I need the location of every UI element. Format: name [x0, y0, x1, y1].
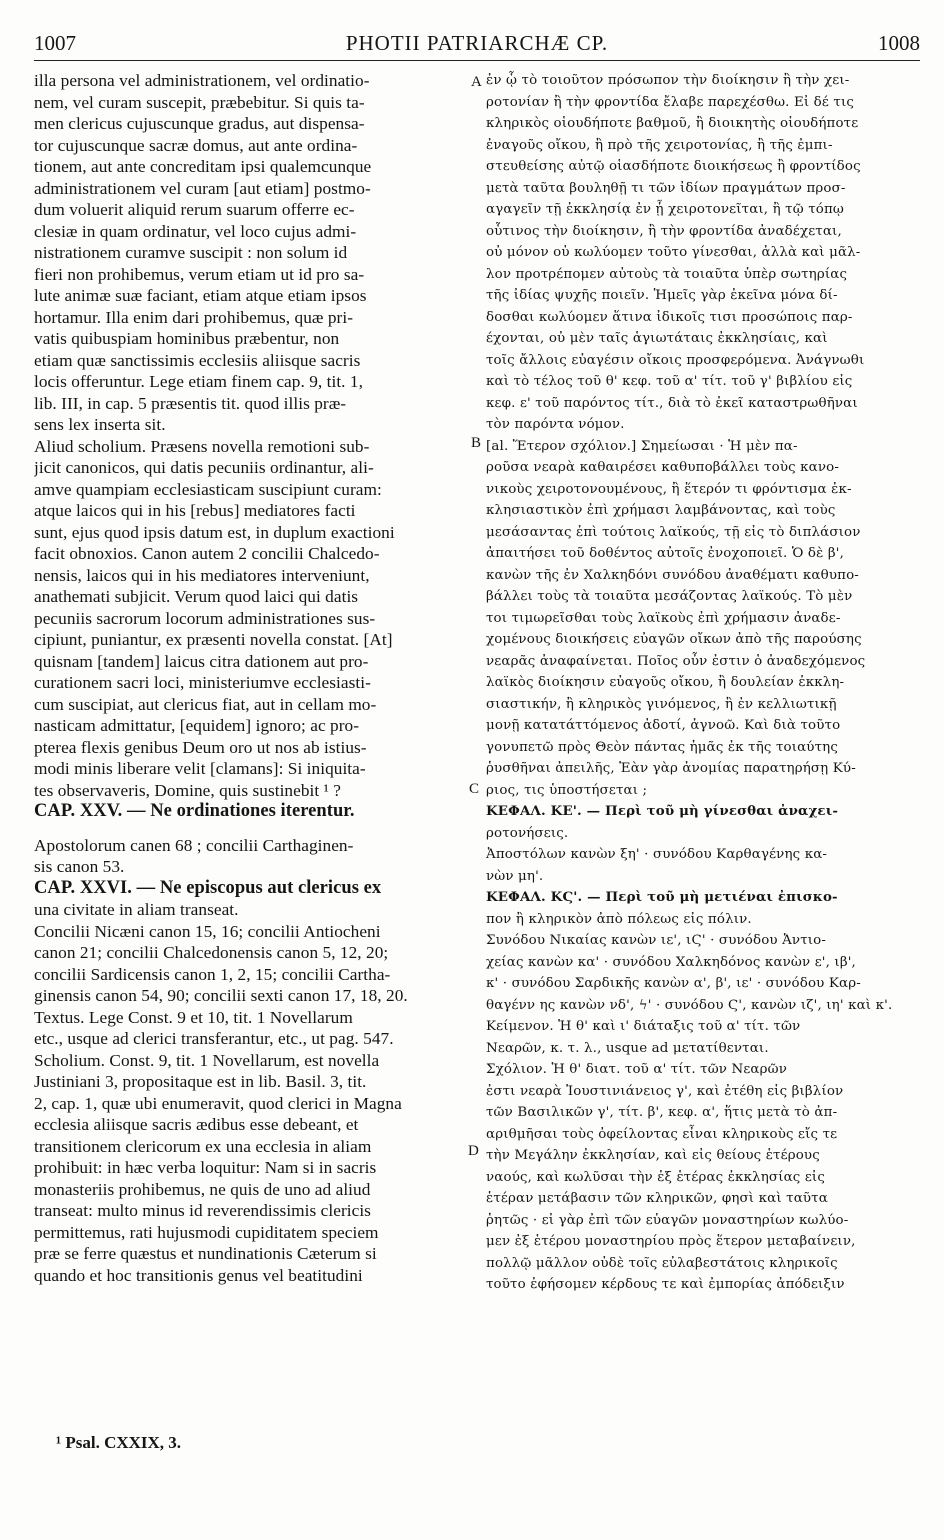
text-line: λαϊκὸς διοίκησιν εὐαγοῦς οἴκου, ἢ δουλείαν ἐκκλη- [486, 675, 845, 690]
text-line: vatis quibuspiam hominibus præbentur, non [34, 329, 340, 348]
text-line: atque laicos qui in his [rebus] mediatores facti [34, 501, 356, 520]
text-line: ἐναγοῦς οἴκου, ἢ πρὸ τῆς χειροτονίας, ἢ τῆς ἐμπι- [486, 137, 833, 153]
text-line: νεαρᾶς ἀναφαίνεται. Ποῖος οὖν ἐστιν ὁ ἀναδεχόμενος [486, 653, 866, 669]
text-line: ροτονήσεις. [486, 825, 569, 841]
text-line: Concilii Nicæni canon 15, 16; concilii Antiocheni [34, 921, 381, 941]
text-line: cipiunt, puniantur, ex præsenti novella constat. [At] [34, 630, 393, 649]
text-line: τοῖς ἄλλοις εὐαγέσιν οἴκοις προσφερόμενα. Ἀνάγνωθι [486, 352, 865, 368]
text-line: νὼν μη'. [486, 868, 544, 884]
text-line: οὗτινος τὴν διοίκησιν, ἢ τὴν φροντίδα ἀναδέχεται, [486, 223, 842, 239]
text-line: facit obnoxios. Canon autem 2 concilii Chalcedo- [34, 544, 380, 563]
text-line: clesiæ in quam ordinatur, vel loco cujus admi- [34, 221, 357, 241]
text-line: πολλῷ μᾶλλον οὐδὲ τοῖς εὐλαβεστάτοις κληρικοῖς [486, 1255, 838, 1271]
text-line: αριθμῆσαι τοὺς ὀφείλοντας εἶναι κληρικοὺς εἴς τε [486, 1126, 838, 1142]
text-line: κληρικὸς οἱουδήποτε βαθμοῦ, ἢ διοικητὴς οἱουδήποτε [486, 116, 859, 131]
text-line: λον προτρέπομεν αὐτοὺς τὰ τοιαῦτα ὑπὲρ σωτηρίας [486, 266, 848, 282]
text-line: δοσθαι κωλύομεν ἅτινα ἰδικοῖς τισι προσώποις παρ- [486, 309, 853, 325]
text-line: Νεαρῶν, κ. τ. λ., usque ad μετατίθενται. [486, 1040, 769, 1056]
running-header [34, 30, 920, 61]
text-line: ροτονίαν ἢ τὴν φροντίδα ἔλαβε παρεχέσθω. Εἰ δέ τις [486, 94, 854, 110]
text-line: μετὰ ταῦτα βουληθῇ τι τῶν ἰδίων πραγμάτων προσ- [486, 180, 846, 196]
text-line: quisnam [tandem] laicus citra dationem aut pro- [34, 651, 369, 671]
text-line: οὐ μόνον οὐ κωλύομεν τοῦτο γίνεσθαι, ἀλλὰ καὶ μᾶλ- [486, 245, 861, 260]
text-line: σιαστικήν, ἢ κληρικὸς γινόμενος, ἢ ἐν κελλιωτικῇ [486, 696, 837, 712]
text-line: nistrationem curamve suscipit : non solum id [34, 243, 348, 262]
text-line: ῥυσθῆναι ἀπειλῆς, Ἐὰν γὰρ ἀνομίας παρατηρήσῃ Κύ- [486, 761, 856, 776]
text-line: νικοὺς χειροτονουμένους, ἢ ἕτερόν τι φρόντισμα ἐκ- [486, 481, 852, 497]
greek-column [486, 70, 922, 1296]
text-line: 2, cap. 1, quæ ubi enumeravit, quod clerici in Magna [34, 1093, 402, 1113]
page-number-right: 1008 [878, 31, 920, 55]
text-line: lute animæ suæ faciant, etiam atque etiam ipsos [34, 286, 367, 305]
text-line: τὴν Μεγάλην ἐκκλησίαν, καὶ εἰς θείους ἑτέρους [486, 1148, 820, 1163]
text-line: ναούς, καὶ κωλῦσαι τὴν ἐξ ἑτέρας ἐκκλησίας εἰς [486, 1169, 825, 1185]
text-line: una civitate in aliam transeat. [34, 900, 239, 919]
text-line: anathemati subjicit. Verum quod laici qui datis [34, 587, 359, 606]
text-line: κανὼν τῆς ἐν Χαλκηδόνι συνόδου ἀναθέματι καθυπο- [486, 567, 859, 583]
text-line: πον ἢ κληρικὸν ἀπὸ πόλεως εἰς πόλιν. [486, 911, 752, 927]
text-line: ἑτέραν μετάβασιν τῶν κληρικῶν, φησὶ καὶ ταῦτα [486, 1191, 828, 1206]
text-line: ginensis canon 54, 90; concilii sexti canon 17, 18, 20. [34, 986, 408, 1005]
footnote: ¹ Psal. CXXIX, 3. [56, 1433, 182, 1452]
text-line: canon 21; concilii Chalcedonensis canon 5, 12, 20; [34, 943, 389, 962]
text-line: etc., usque ad clerici transferantur, etc., ut pag. 547. [34, 1029, 394, 1048]
text-line: concilii Sardicensis canon 1, 2, 15; concilii Cartha- [34, 964, 391, 984]
text-line: ἐστι νεαρὰ Ἰουστινιάνειος γ', καὶ ἐτέθη εἰς βιβλίον [486, 1083, 844, 1099]
text-line: αγαγεῖν τῇ ἐκκλησίᾳ ἐν ᾗ χειροτονεῖται, ἢ τῷ τόπῳ [486, 202, 844, 217]
text-line: βάλλει τοὺς τὰ τοιαῦτα μεσάζοντας λαϊκούς. Τὸ μὲν [486, 589, 853, 604]
text-line: modi minis liberare velit [clamans]: Si iniquita- [34, 759, 366, 778]
text-line: ἀπαιτήσει τοῦ δοθέντος αὐτοῖς ἐνοχοποιεῖ. Ὁ δὲ β', [486, 546, 844, 561]
text-line: tes observaveris, Domine, quis sustinebit ¹ ? [34, 780, 341, 800]
running-title: PHOTII PATRIARCHÆ CP. [345, 31, 609, 55]
text-line: nensis, laicos qui in his mediatores interveniunt, [34, 565, 370, 585]
text-line: locis offeruntur. Lege etiam finem cap. 9, tit. 1, [34, 372, 363, 391]
text-line: Textus. Lege Const. 9 et 10, tit. 1 Novellarum [34, 1007, 353, 1027]
text-line: curationem sacri loci, ministeriumve ecclesiasti- [34, 673, 371, 692]
text-line: tionem, aut ante concreditam ipsi qualemcunque [34, 157, 372, 176]
text-line: CAP. XXVI. — Ne episcopus aut clericus ex [34, 877, 382, 898]
text-line: ΚΕΦΑΛ. ΚϚ'. — Περὶ τοῦ μὴ μετιέναι ἐπισκο- [486, 889, 838, 905]
text-line: τοι τιμωρεῖσθαι τοὺς λαϊκοὺς ἐπὶ χρήμασιν ἀναδε- [486, 610, 841, 626]
text-line: μεν ἐξ ἑτέρου μοναστηρίου πρὸς ἕτερον μεταβαίνειν, [486, 1234, 856, 1249]
text-line: Aliud scholium. Præsens novella remotioni sub- [34, 436, 370, 456]
text-line: τῆς ἰδίας ψυχῆς ποιεῖν. Ἡμεῖς γὰρ ἐκεῖνα μόνα δί- [486, 288, 838, 303]
text-line: præ se ferre quæstus et nundinationis Cæterum si [34, 1244, 377, 1263]
text-line: γονυπετῶ πρὸς Θεὸν πάντας ἡμᾶς ἐκ τῆς τοιαύτης [486, 739, 838, 755]
text-line: καὶ τὸ τέλος τοῦ θ' κεφ. τοῦ α' τίτ. τοῦ γ' βιβλίου εἰς [486, 374, 853, 389]
text-line: έχονται, οὐ μὲν ταῖς ἁγιωτάταις ἐκκλησίαις, καὶ [486, 331, 828, 346]
margin-letter-d: D [468, 1143, 479, 1159]
text-line: nasticam admittatur, [equidem] ignoro; ac pro- [34, 716, 360, 735]
text-line: ΚΕΦΑΛ. ΚΕ'. — Περὶ τοῦ μὴ γίνεσθαι ἀναχει- [486, 803, 839, 819]
text-line: cum suscipiat, aut clericus fiat, aut in cellam mo- [34, 694, 377, 714]
text-line: jicit canonicos, qui datis pecuniis ordinantur, ali- [34, 458, 374, 477]
text-line: μονῇ κατατάττόμενος ἀδοτί, ἀγνοῶ. Καὶ διὰ τοῦτο [486, 718, 841, 733]
text-line: lib. III, in cap. 5 præsentis tit. quod illis præ- [34, 393, 347, 413]
page-number-left: 1007 [34, 31, 76, 55]
text-line: ριος, τις ὑποστήσεται ; [486, 782, 648, 798]
text-line: ῥητῶς · εἰ γὰρ ἐπὶ τῶν εὐαγῶν μοναστηρίων κωλύο- [486, 1212, 849, 1228]
text-line: quando et hoc transitionis genus vel beatitudini [34, 1265, 363, 1285]
text-line: Ἀποστόλων κανὼν ξη' · συνόδου Καρθαγένης κα- [486, 847, 828, 862]
text-line: sunt, ejus quod ipsis datum est, in duplum exactioni [34, 522, 395, 542]
text-line: monasteriis prohibemus, ne quis de uno ad aliud [34, 1179, 371, 1199]
text-line: ecclesia aliisque sacris ædibus esse debeant, et [34, 1115, 359, 1134]
text-line: ἐν ᾧ τὸ τοιοῦτον πρόσωπον τὴν διοίκησιν ἢ τὴν χει- [486, 73, 850, 88]
text-line: sens lex inserta sit. [34, 415, 166, 434]
text-line: prohibuit: in hæc verba loquitur: Nam si in sacris [34, 1158, 377, 1177]
text-line: Apostolorum canen 68 ; concilii Carthaginen- [34, 835, 354, 855]
text-line: τὸν παρόντα νόμον. [486, 417, 625, 432]
text-line: pterea flexis genibus Deum oro ut nos ab istius- [34, 737, 367, 757]
text-line: Σχόλιον. Ἡ θ' διατ. τοῦ α' τίτ. τῶν Νεαρῶν [486, 1062, 787, 1077]
text-line: pecuniis sacrorum locorum administrationes sus- [34, 608, 376, 628]
text-line: Justiniani 3, propositaque est in lib. Basil. 3, tit. [34, 1072, 367, 1091]
text-line: κ' · συνόδου Σαρδικῆς κανὼν α', β', ιε' · συνόδου Καρ- [486, 976, 861, 991]
text-line: transitionem clericorum ex una ecclesia in aliam [34, 1136, 372, 1156]
text-line: administrationem vel curam [aut etiam] postmo- [34, 178, 371, 198]
text-line: στευθείσης αὐτῷ οἱασδήποτε διοικήσεως ἢ φροντίδος [486, 159, 861, 174]
margin-letter-c: C [469, 781, 480, 797]
text-line: CAP. XXV. — Ne ordinationes iterentur. [34, 801, 355, 821]
text-line: illa persona vel administrationem, vel ordinatio- [34, 71, 370, 90]
text-line: κεφ. ε' τοῦ παρόντος τίτ., διὰ τὸ ἐκεῖ καταστρωθῆναι [486, 395, 858, 411]
text-line: θαγένν ης κανὼν νδ', ϟ' · συνόδου Ϛ', κανὼν ιζ', ιη' καὶ κ'. [486, 997, 893, 1013]
text-line: Συνόδου Νικαίας κανὼν ιε', ιϚ' · συνόδου Ἀντιο- [486, 933, 827, 948]
text-line: transeat: multo minus id reverendissimis clericis [34, 1201, 371, 1220]
margin-letter-a: A [471, 74, 482, 90]
text-line: χομένους διοικήσεις εὐαγῶν οἴκων ἀπὸ τῆς παρούσης [486, 632, 862, 647]
latin-column [34, 70, 474, 1286]
text-line: χείας κανὼν κα' · συνόδου Χαλκηδόνος κανὼν ε', ιβ', [486, 954, 856, 970]
text-line: μεσάσαντας ἐπὶ τούτοις λαϊκούς, τῇ εἰς τὸ διπλάσιον [486, 524, 861, 540]
text-line: permittemus, rati hujusmodi cupiditatem speciem [34, 1222, 379, 1242]
text-line: sis canon 53. [34, 857, 125, 876]
text-line: Κείμενον. Ἡ θ' καὶ ι' διάταξις τοῦ α' τίτ. τῶν [486, 1019, 801, 1034]
text-line: tor cujuscunque sacræ domus, aut ante ordina- [34, 135, 358, 155]
text-line: etiam quæ sanctissimis ecclesiis aliisque sacris [34, 350, 361, 370]
text-line: nem, vel curam suscepit, præbebitur. Si quis ta- [34, 92, 365, 112]
text-line: amve quampiam ecclesiasticam suscipiunt curam: [34, 479, 382, 499]
text-line: Scholium. Const. 9, tit. 1 Novellarum, est novella [34, 1050, 380, 1070]
text-line: fieri non prohibemus, verum etiam ut id pro sa- [34, 264, 365, 284]
text-line: τοῦτο ἐφήσομεν κέρδους τε καὶ ἐμπορίας ἀπόδειξιν [486, 1277, 845, 1292]
text-line: ροῦσα νεαρὰ καθαιρέσει καθυποβάλλει τοὺς κανο- [486, 460, 840, 475]
text-line [34, 823, 474, 835]
text-line: [al. Ἕτερον σχόλιον.] Σημείωσαι · Ἡ μὲν πα- [486, 438, 798, 454]
text-line: τῶν Βασιλικῶν γ', τίτ. β', κεφ. α', ἥτις μετὰ τὸ ἀπ- [486, 1105, 838, 1120]
margin-letter-b: B [471, 435, 482, 451]
text-line: hortamur. Illa enim dari prohibemus, quæ pri- [34, 307, 354, 327]
text-line: men clericus cujuscunque gradus, aut dispensa- [34, 114, 365, 133]
text-line: dum voluerit aliquid rerum suarum offerre ec- [34, 200, 355, 219]
text-line: κλησιαστικὸν ἐπὶ χρήμασι λαμβάνοντας, καὶ τοὺς [486, 503, 836, 518]
